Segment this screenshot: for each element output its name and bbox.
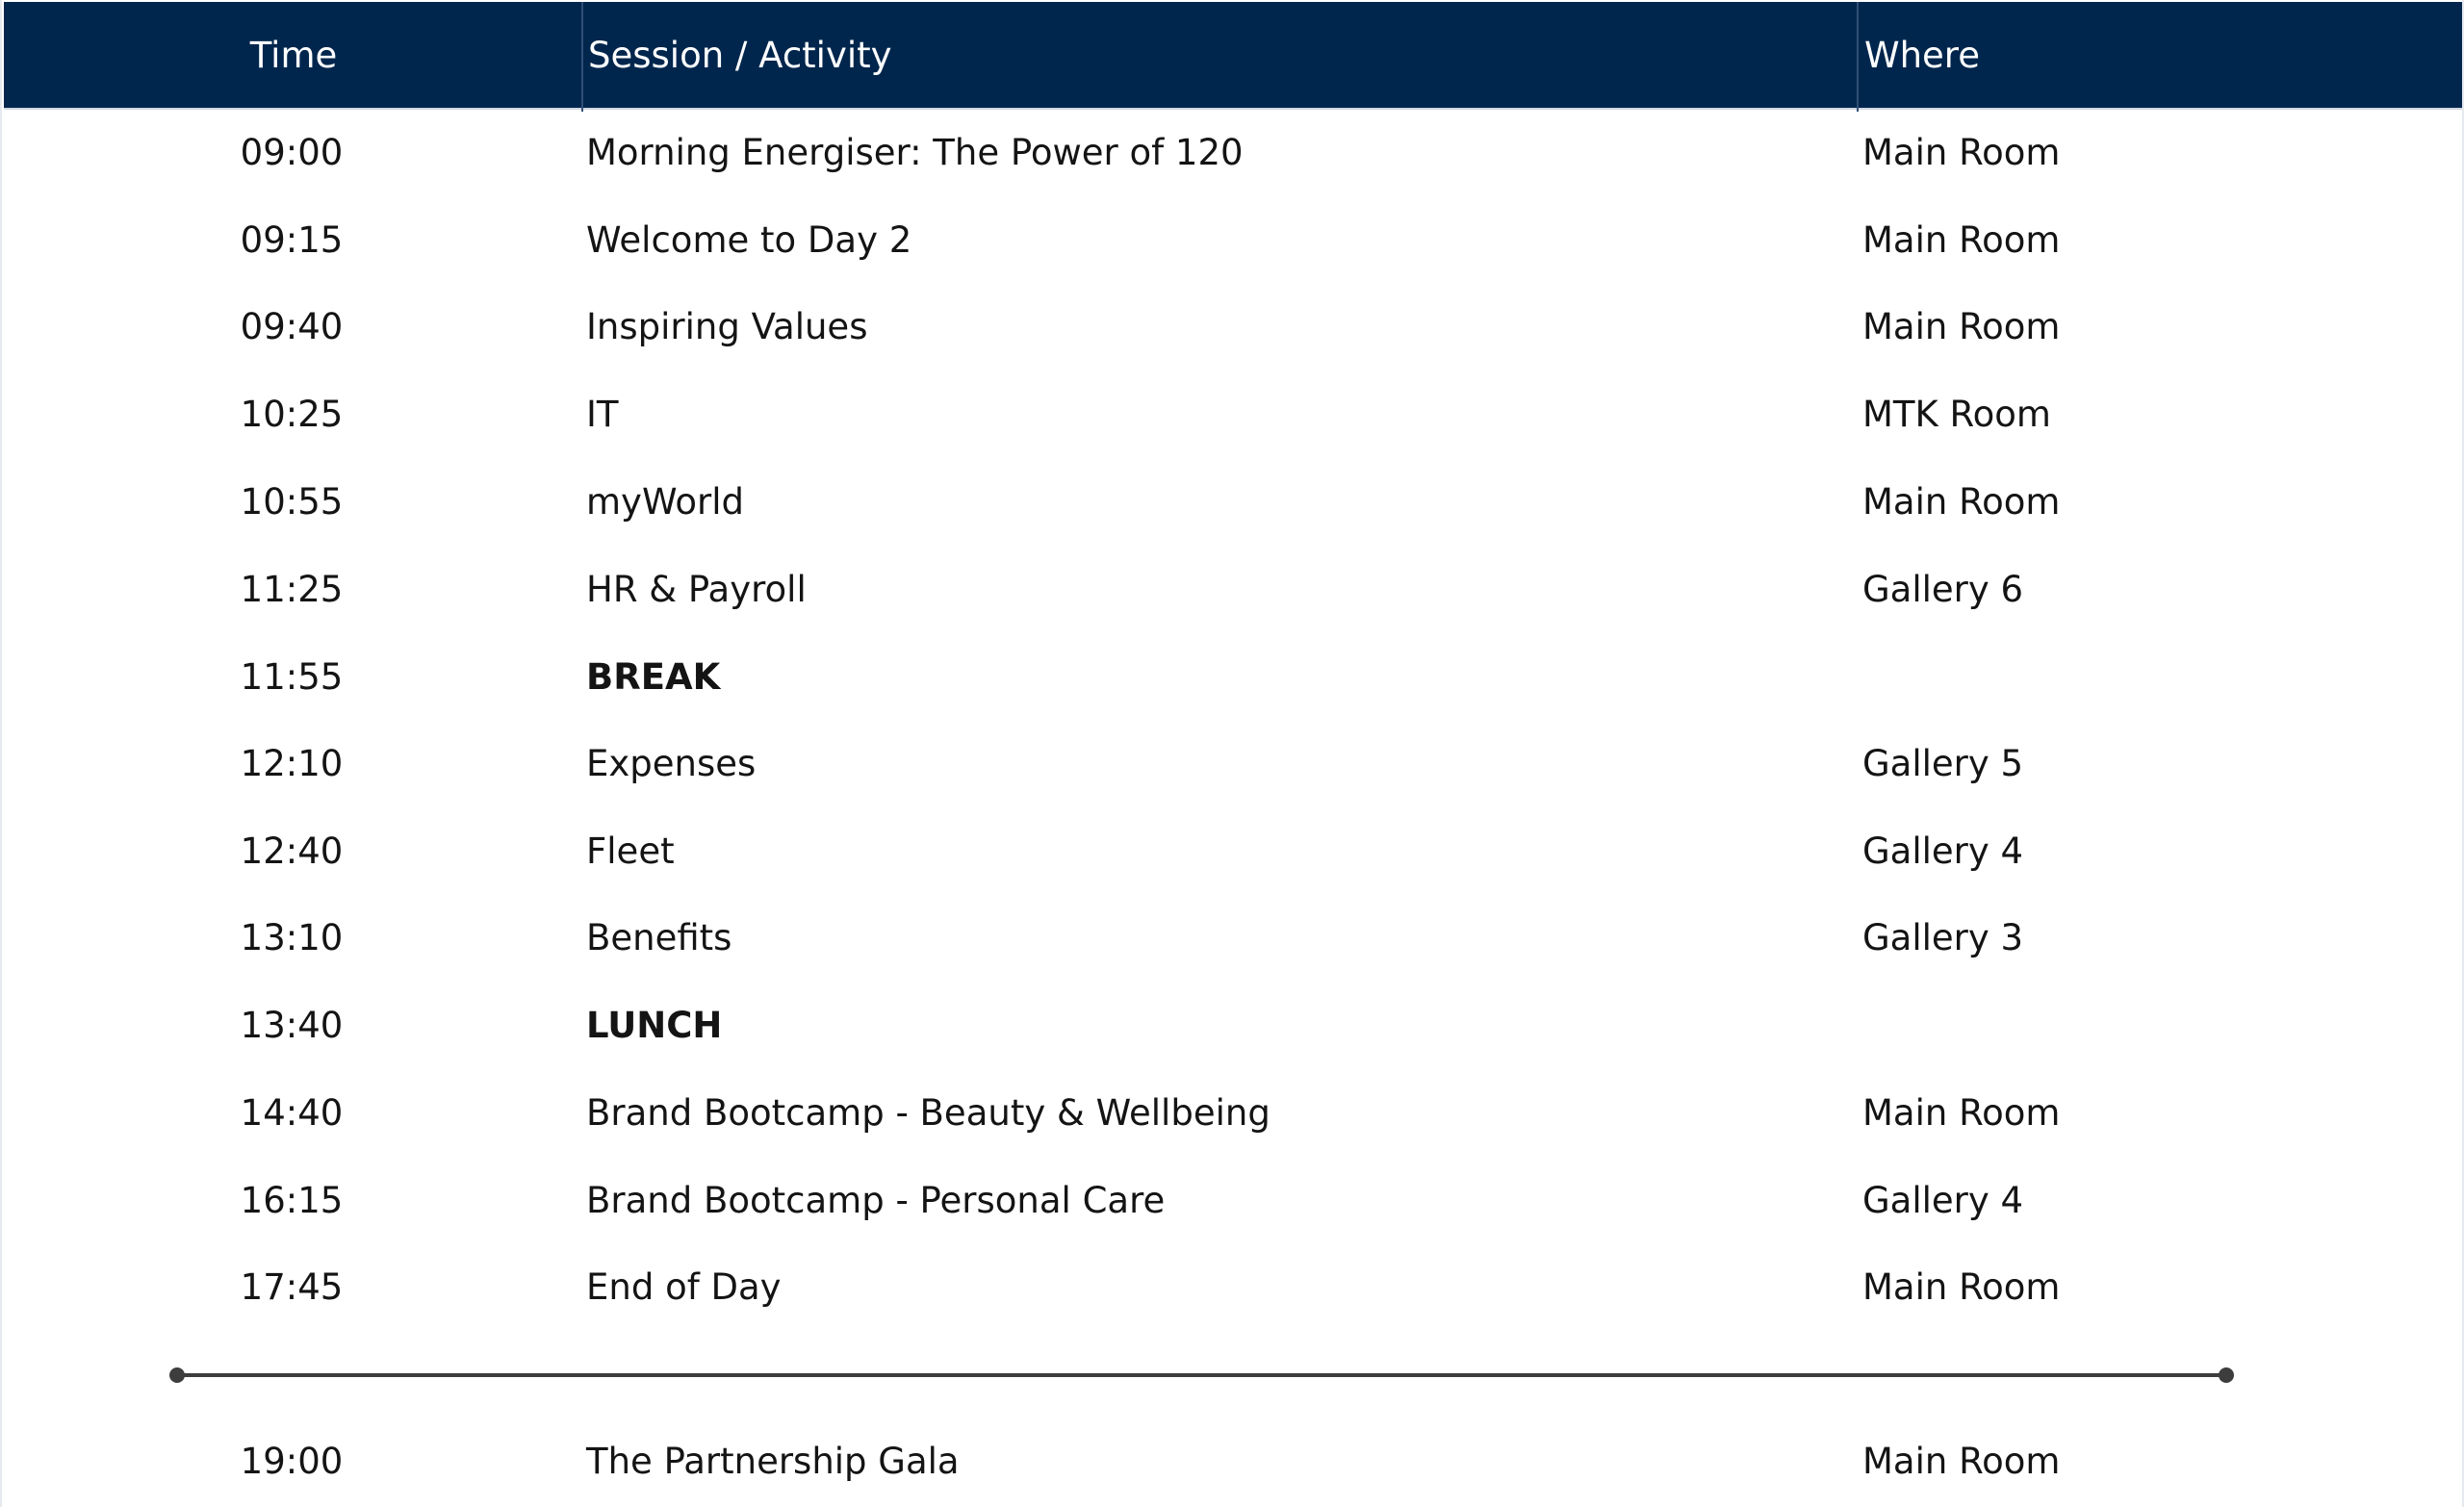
evening-row <box>2 1418 2462 1505</box>
row-where: Main Room <box>1862 1441 2061 1482</box>
row-session: IT <box>586 394 619 435</box>
header-time: Time <box>249 35 338 76</box>
row-where: Main Room <box>1862 219 2061 261</box>
agenda-row <box>2 197 2462 284</box>
row-time: 16:15 <box>240 1180 344 1221</box>
row-where: Main Room <box>1862 132 2061 173</box>
row-session: End of Day <box>586 1266 782 1308</box>
row-where: Main Room <box>1862 306 2061 347</box>
row-where: Main Room <box>1862 1266 2061 1308</box>
row-session: Expenses <box>586 743 757 784</box>
row-where: Main Room <box>1862 1092 2061 1134</box>
row-where: MTK Room <box>1862 394 2051 435</box>
row-where: Gallery 3 <box>1862 917 2024 958</box>
agenda-row <box>2 808 2462 895</box>
row-time: 12:40 <box>240 830 344 872</box>
row-session: myWorld <box>586 481 744 523</box>
row-time: 09:40 <box>240 306 344 347</box>
row-time: 11:55 <box>240 656 344 698</box>
divider-right-dot <box>2219 1367 2234 1383</box>
row-time: 11:25 <box>240 569 344 610</box>
agenda-row <box>2 110 2462 196</box>
row-session: The Partnership Gala <box>586 1441 960 1482</box>
row-where: Main Room <box>1862 481 2061 523</box>
agenda-row-break <box>2 634 2462 721</box>
row-session: Inspiring Values <box>586 306 868 347</box>
row-where: Gallery 6 <box>1862 569 2024 610</box>
agenda-row <box>2 547 2462 633</box>
row-where: Gallery 4 <box>1862 830 2024 872</box>
row-where: Gallery 5 <box>1862 743 2024 784</box>
row-session: Benefits <box>586 917 732 958</box>
row-session: Brand Bootcamp - Personal Care <box>586 1180 1166 1221</box>
row-where <box>1862 983 2363 1069</box>
row-session: Fleet <box>586 830 675 872</box>
row-time: 10:55 <box>240 481 344 523</box>
agenda-row <box>2 1070 2462 1157</box>
row-time: 12:10 <box>240 743 344 784</box>
row-time: 10:25 <box>240 394 344 435</box>
agenda-row <box>2 284 2462 370</box>
row-time: 09:15 <box>240 219 344 261</box>
row-session: HR & Payroll <box>586 569 807 610</box>
row-session: Brand Bootcamp - Beauty & Wellbeing <box>586 1092 1270 1134</box>
row-time: 09:00 <box>240 132 344 173</box>
row-session: BREAK <box>586 656 721 698</box>
header-where: Where <box>1864 35 1980 76</box>
row-time: 17:45 <box>240 1266 344 1308</box>
row-time: 14:40 <box>240 1092 344 1134</box>
row-where: Gallery 4 <box>1862 1180 2024 1221</box>
agenda-row <box>2 371 2462 458</box>
row-time: 13:10 <box>240 917 344 958</box>
table-header <box>4 2 2462 110</box>
agenda-row <box>2 1244 2462 1331</box>
header-session: Session / Activity <box>588 35 892 76</box>
row-where <box>1862 634 2363 721</box>
row-session: Morning Energiser: The Power of 120 <box>586 132 1244 173</box>
row-time: 13:40 <box>240 1005 344 1046</box>
row-time: 19:00 <box>240 1441 344 1482</box>
agenda-row-lunch <box>2 983 2462 1069</box>
header-divider <box>1857 2 1859 112</box>
section-divider <box>176 1373 2227 1377</box>
agenda-row <box>2 1158 2462 1244</box>
agenda-row <box>2 721 2462 807</box>
agenda-row <box>2 895 2462 982</box>
row-session: LUNCH <box>586 1005 723 1046</box>
row-session: Welcome to Day 2 <box>586 219 912 261</box>
agenda-row <box>2 459 2462 546</box>
header-divider <box>581 2 583 112</box>
